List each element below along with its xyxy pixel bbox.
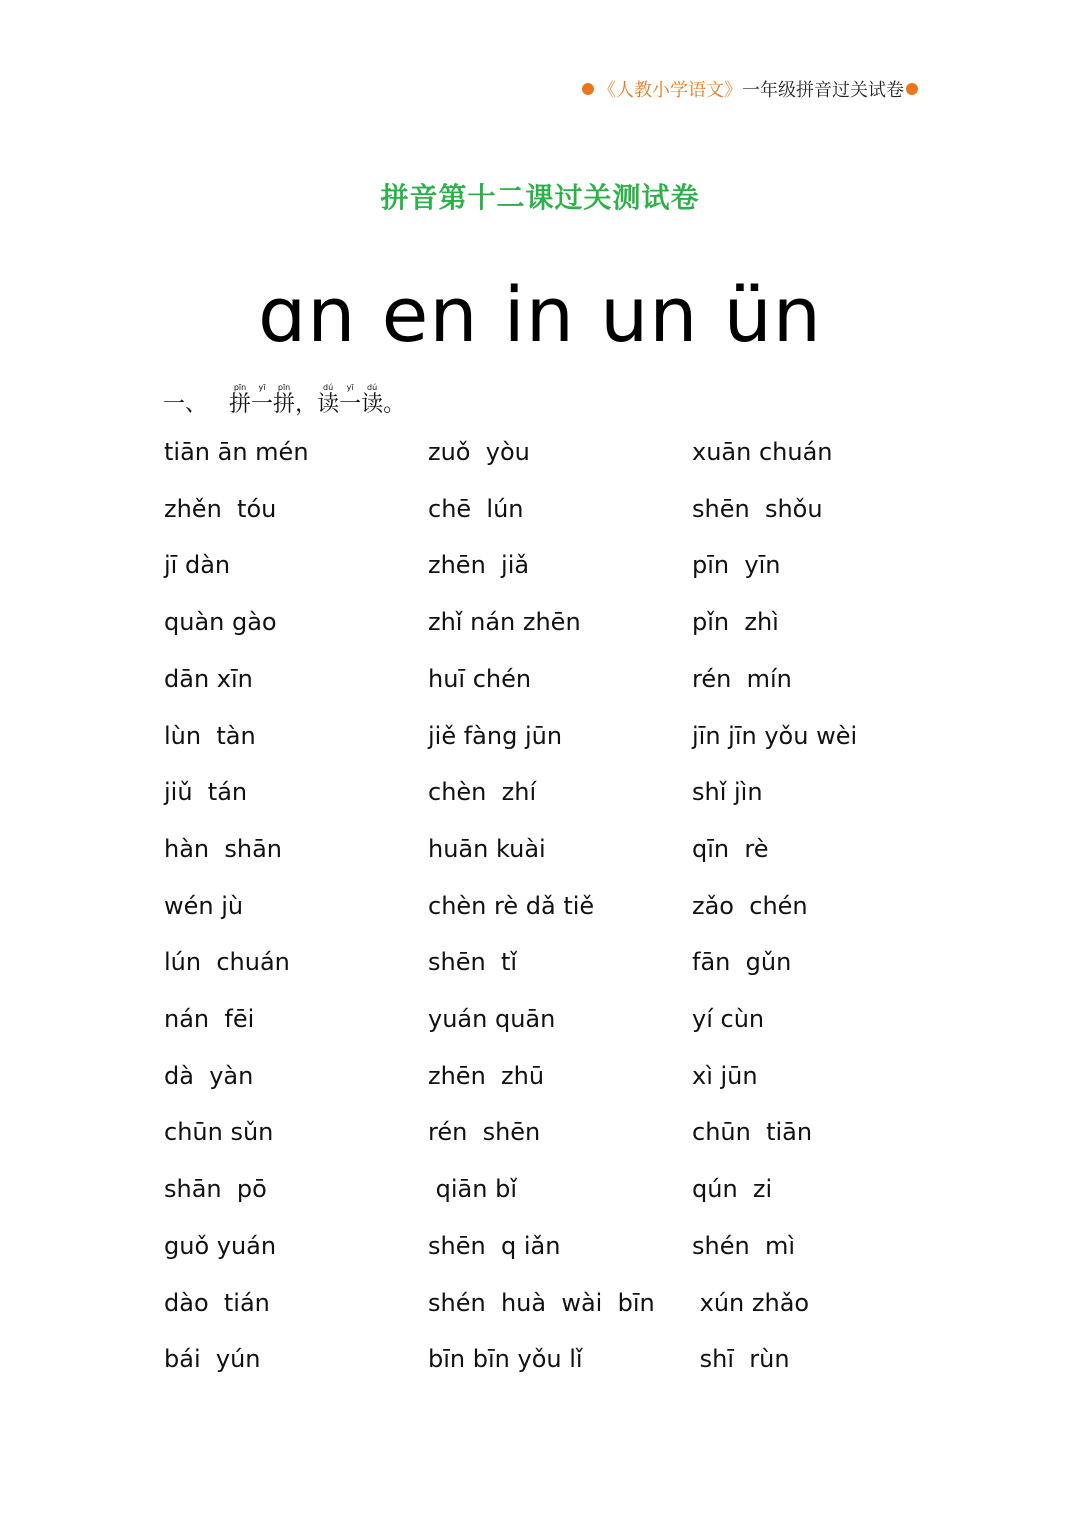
pinyin-word: chèn rè dǎ tiě: [428, 891, 595, 920]
pinyin-word: lún chuán: [164, 948, 290, 977]
pinyin-word: xún zhǎo: [692, 1288, 810, 1317]
pinyin-word: wén jù: [164, 891, 244, 920]
pinyin-word: jiě fàng jūn: [428, 721, 563, 750]
pinyin-word: nán fēi: [164, 1005, 255, 1033]
section-heading: [163, 383, 405, 418]
pinyin-word: chūn sǔn: [164, 1118, 274, 1147]
pinyin-word: dān xīn: [164, 664, 253, 693]
pinyin-word: zhēn jiǎ: [428, 551, 530, 580]
pinyin-word: jī dàn: [164, 551, 231, 580]
instruction-char: 读dú: [361, 383, 384, 417]
pinyin-word: chūn tiān: [692, 1118, 813, 1147]
page-title: 拼音第十二课过关测试卷: [380, 181, 700, 214]
pinyin-word: fān gǔn: [692, 948, 792, 977]
instruction-char: 一yī: [251, 383, 274, 417]
pinyin-word: shān pō: [164, 1175, 267, 1204]
pinyin-word: lùn tàn: [164, 721, 256, 750]
pinyin-word: qiān bǐ: [428, 1175, 517, 1204]
pinyin-word: zhǐ nán zhēn: [428, 608, 581, 637]
pinyin-word: hàn shān: [164, 834, 283, 863]
pinyin-word: pīn yīn: [692, 551, 781, 580]
pinyin-word: qún zi: [692, 1175, 773, 1204]
pinyin-word: dà yàn: [164, 1061, 254, 1090]
pinyin-word: pǐn zhì: [692, 608, 779, 637]
pinyin-word: zhěn tóu: [164, 494, 277, 523]
pinyin-word: quàn gào: [164, 608, 277, 637]
pinyin-word: shēn shǒu: [692, 494, 823, 523]
pinyin-word: jīn jīn yǒu wèi: [692, 721, 858, 750]
instruction-char: 拼pīn: [229, 383, 252, 417]
header-subtitle: 一年级拼音过关试卷: [742, 80, 904, 101]
orange-dot-icon: [582, 83, 594, 95]
pinyin-word: shén huà wài bīn: [428, 1288, 655, 1317]
pinyin-word: shī rùn: [692, 1345, 790, 1374]
instruction-char: 一yī: [339, 383, 362, 417]
pinyin-word: shén mì: [692, 1231, 795, 1260]
pinyin-word: qīn rè: [692, 834, 769, 863]
instruction-pinyin: yī: [339, 383, 362, 392]
pinyin-word: rén mín: [692, 664, 792, 693]
instruction-pinyin: pīn: [273, 383, 296, 392]
pinyin-word: bái yún: [164, 1345, 261, 1374]
section-number: 一、: [163, 392, 208, 417]
instruction-char: 拼pīn: [273, 383, 296, 417]
pinyin-word: rén shēn: [428, 1118, 541, 1147]
pinyin-word: xì jūn: [692, 1061, 758, 1090]
pinyin-word: yuán quān: [428, 1005, 556, 1033]
orange-dot-icon: [906, 83, 918, 95]
pinyin-word: shēn tǐ: [428, 948, 518, 977]
pinyin-word: zǎo chén: [692, 891, 808, 920]
instruction-pinyin: dú: [317, 383, 340, 392]
pinyin-word: guǒ yuán: [164, 1231, 277, 1260]
pinyin-word: shǐ jìn: [692, 778, 763, 807]
instruction-char: 。: [383, 392, 406, 417]
page-header: [582, 76, 918, 102]
pinyin-word: huī chén: [428, 664, 532, 693]
pinyin-word: jiǔ tán: [164, 778, 248, 807]
pinyin-word: zhēn zhū: [428, 1061, 545, 1090]
instruction-char: ，: [295, 392, 318, 417]
instruction-pinyin: yī: [251, 383, 274, 392]
pinyin-word: bīn bīn yǒu lǐ: [428, 1345, 583, 1374]
pinyin-word: dào tián: [164, 1288, 270, 1317]
pinyin-word: tiān ān mén: [164, 438, 309, 466]
section-instruction: [229, 383, 405, 418]
pinyin-word: chē lún: [428, 494, 524, 523]
pinyin-word: huān kuài: [428, 834, 546, 863]
pinyin-word: shēn q iǎn: [428, 1231, 561, 1260]
pinyin-word: zuǒ yòu: [428, 438, 530, 466]
header-book-title: 《人教小学语文》: [598, 80, 742, 101]
pinyin-heading: ɑn en in un ün: [258, 270, 822, 359]
pinyin-word: xuān chuán: [692, 438, 833, 466]
instruction-pinyin: pīn: [229, 383, 252, 392]
pinyin-word: chèn zhí: [428, 778, 537, 807]
instruction-pinyin: dú: [361, 383, 384, 392]
pinyin-word: yí cùn: [692, 1005, 765, 1033]
instruction-char: 读dú: [317, 383, 340, 417]
